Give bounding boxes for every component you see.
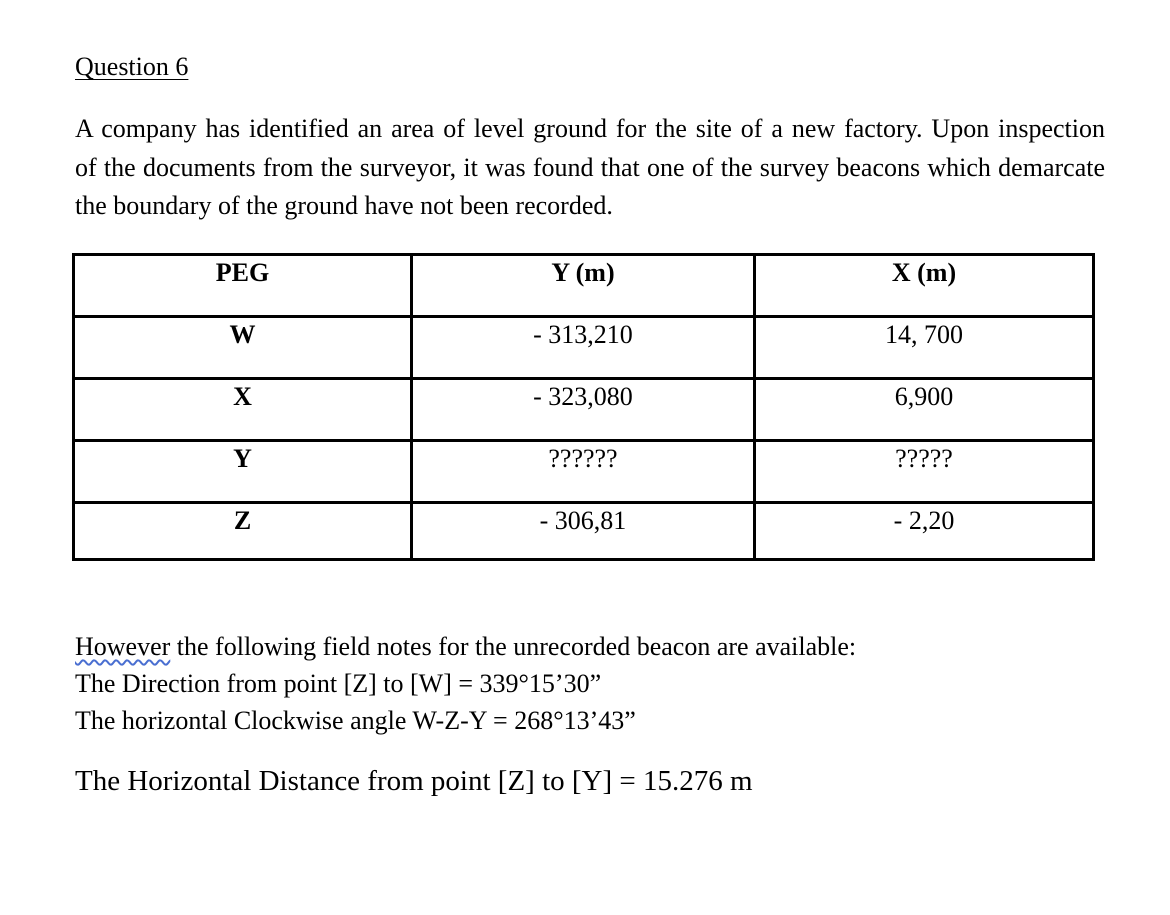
x-cell: 14, 700 [754,317,1093,379]
table-header-row [74,255,1094,317]
peg-cell: Z [74,503,412,560]
table-row [74,379,1094,441]
notes-line-1-text: the following field notes for the unrecorded beacon are available: [170,632,857,661]
y-cell: - 306,81 [411,503,754,560]
header-y: Y (m) [411,255,754,317]
notes-line-3: The horizontal Clockwise angle W-Z-Y = 268°13’43” [75,706,636,735]
header-peg: PEG [74,255,412,317]
intro-line-2: of the documents from the surveyor, it was found that one of the survey beacons which demarcate [75,152,1105,182]
table-row [74,317,1094,379]
spellcheck-word[interactable]: However [75,632,171,661]
field-notes [75,628,856,739]
intro-line-1: A company has identified an area of level ground for the site of a new factory. Upon inspection [75,114,1105,143]
question-heading: Question 6 [75,52,189,81]
peg-cell: W [74,317,412,379]
peg-coordinates-table [72,253,1095,561]
y-cell: - 323,080 [411,379,754,441]
x-cell: 6,900 [754,379,1093,441]
y-cell: - 313,210 [411,317,754,379]
peg-cell: Y [74,441,412,503]
notes-line-2: The Direction from point [Z] to [W] = 339°15’30” [75,669,602,698]
peg-cell: X [74,379,412,441]
table-row [74,503,1094,560]
intro-line-3: the boundary of the ground have not been recorded. [75,191,613,220]
question-intro [75,110,1105,226]
x-cell: - 2,20 [754,503,1093,560]
table-row [74,441,1094,503]
x-cell: ????? [754,441,1093,503]
y-cell: ?????? [411,441,754,503]
horizontal-distance-note: The Horizontal Distance from point [Z] to [Y] = 15.276 m [75,765,753,797]
header-x: X (m) [754,255,1093,317]
notes-line-1 [75,628,856,665]
